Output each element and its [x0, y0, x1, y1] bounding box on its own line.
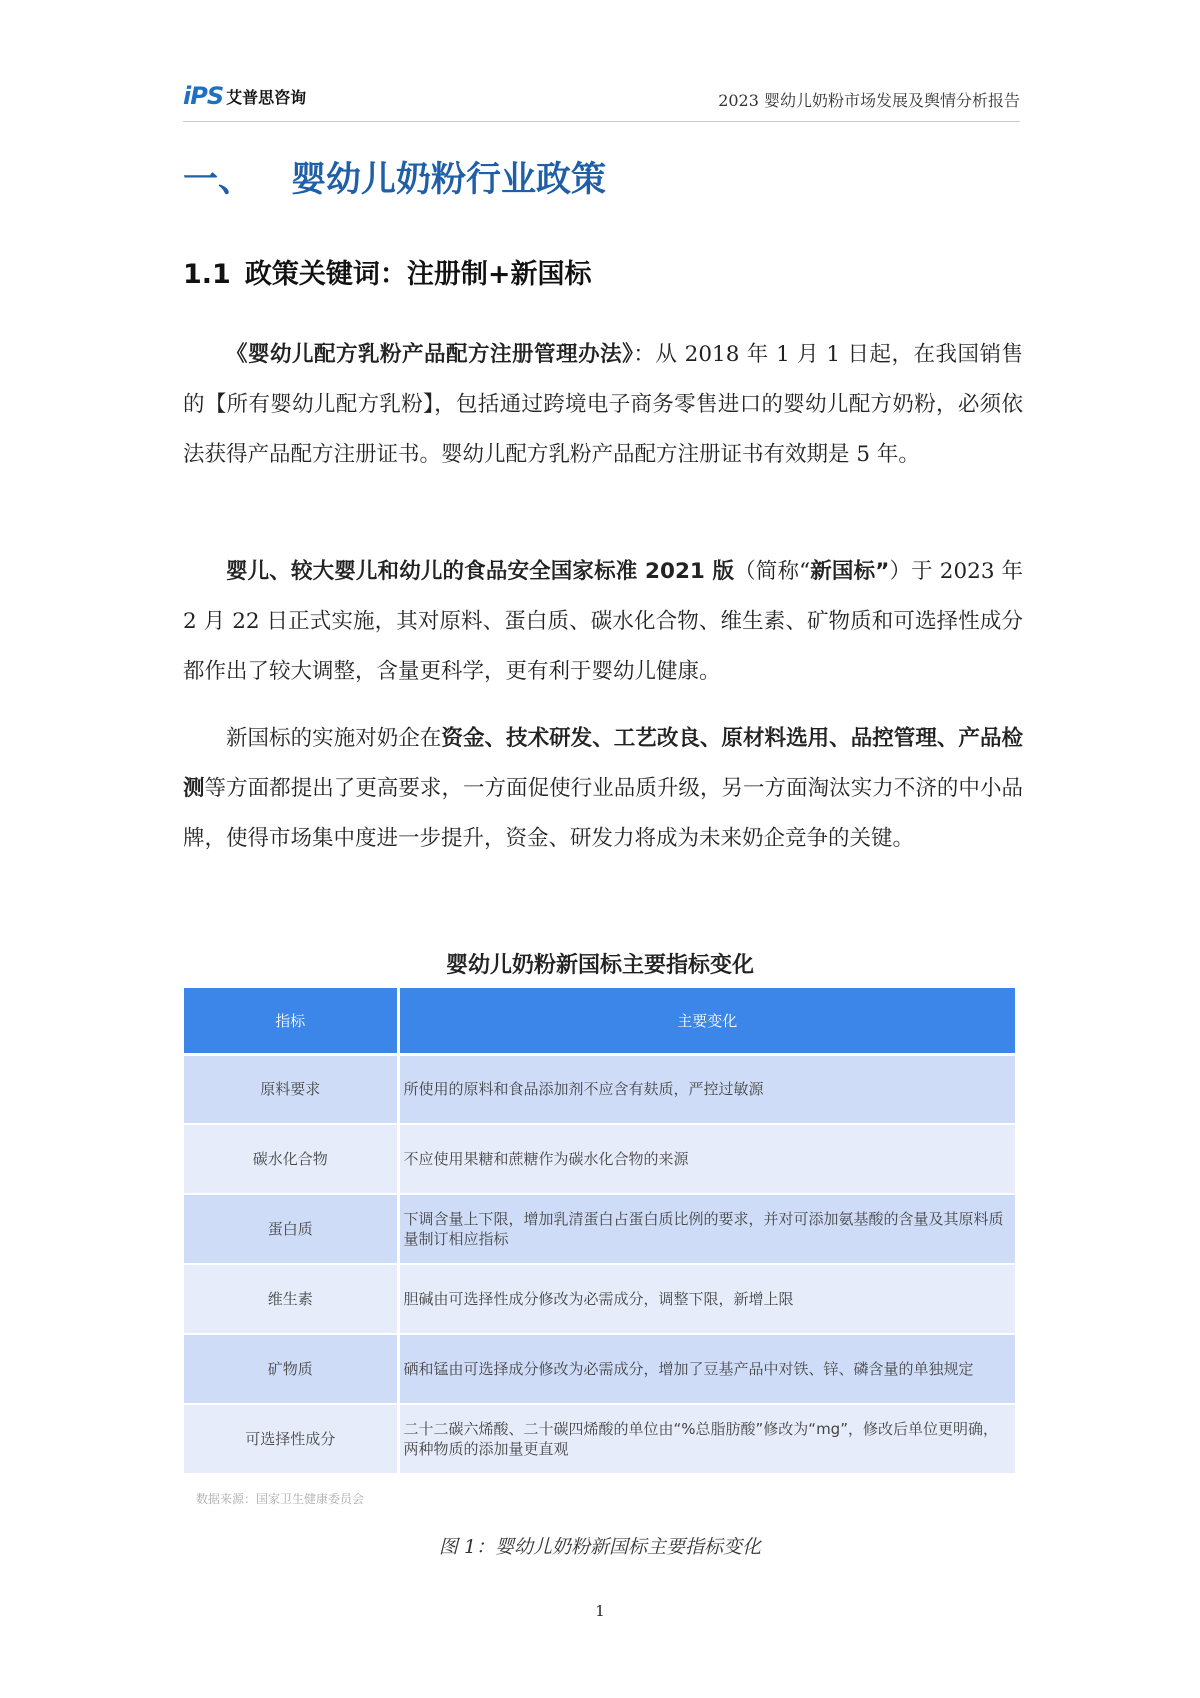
section-number: 一、	[183, 160, 254, 200]
bold-text: 《婴幼儿配方乳粉产品配方注册管理办法》	[226, 342, 634, 367]
column-header: 主要变化	[398, 988, 1017, 1054]
report-title: 2023 婴幼儿奶粉市场发展及舆情分析报告	[718, 91, 1020, 110]
paragraph-registration	[183, 330, 1023, 480]
change-cell: 所使用的原料和食品添加剂不应含有麸质，严控过敏源	[398, 1054, 1017, 1124]
table-row	[184, 1404, 1017, 1474]
indicator-table	[184, 988, 1018, 1475]
table-row	[184, 1124, 1017, 1194]
change-cell: 胆碱由可选择性成分修改为必需成分，调整下限，新增上限	[398, 1264, 1017, 1334]
paragraph-impact	[183, 714, 1023, 864]
change-cell: 下调含量上下限，增加乳清蛋白占蛋白质比例的要求，并对可添加氨基酸的含量及其原料质量制订相应指标	[398, 1194, 1017, 1264]
body-text: ：从 2018 年 1 月 1 日起，在我国销售的【所有婴幼儿配方乳粉】，包括通过跨境电子商务零售进口的婴幼儿配方奶粉，必须依法获得产品配方注册证书。婴幼儿配方乳粉产品配方注册证书有效期是 5 年。	[183, 342, 1023, 467]
table-title: 婴幼儿奶粉新国标主要指标变化	[445, 953, 754, 978]
table-row	[184, 1194, 1017, 1264]
body-text: （简称“	[734, 559, 811, 584]
subsection-title: 政策关键词：注册制+新国标	[244, 259, 592, 290]
table-row	[184, 1264, 1017, 1334]
indicator-cell: 原料要求	[184, 1054, 398, 1124]
logo-name: 艾普思咨询	[226, 87, 307, 107]
indicator-cell: 可选择性成分	[184, 1404, 398, 1474]
change-cell: 二十二碳六烯酸、二十碳四烯酸的单位由“%总脂肪酸”修改为“mg”，修改后单位更明确，两种物质的添加量更直观	[398, 1404, 1017, 1474]
column-header: 指标	[184, 988, 398, 1054]
bold-text: 婴儿、较大婴儿和幼儿的食品安全国家标准 2021 版	[226, 559, 735, 584]
bold-text: 新国标”	[810, 559, 890, 584]
data-source: 数据来源：国家卫生健康委员会	[196, 1492, 365, 1506]
page-number: 1	[595, 1602, 605, 1620]
subsection-number: 1.1	[183, 259, 231, 290]
logo-mark: iPS	[183, 82, 224, 110]
table-row	[184, 1054, 1017, 1124]
change-cell: 不应使用果糖和蔗糖作为碳水化合物的来源	[398, 1124, 1017, 1194]
body-text: ）于 2023 年 2 月 22 日正式实施，其对原料、蛋白质、碳水化合物、维生素、矿物质和可选择性成分都作出了较大调整，含量更科学，更有利于婴幼儿健康。	[183, 559, 1024, 684]
section-title: 婴幼儿奶粉行业政策	[291, 160, 607, 200]
body-text: 新国标的实施对奶企在	[226, 726, 442, 751]
indicator-cell: 蛋白质	[184, 1194, 398, 1264]
figure-caption: 图 1：婴幼儿奶粉新国标主要指标变化	[438, 1536, 762, 1558]
subsection-heading	[183, 252, 591, 291]
logo	[183, 82, 306, 110]
indicator-cell: 碳水化合物	[184, 1124, 398, 1194]
indicator-cell: 维生素	[184, 1264, 398, 1334]
body-text: 等方面都提出了更高要求，一方面促使行业品质升级，另一方面淘汰实力不济的中小品牌，使得市场集中度进一步提升，资金、研发力将成为未来奶企竞争的关键。	[183, 776, 1023, 851]
bold-text: 资金、技术研发、工艺改良、原材料选用、品控管理、产品检测	[183, 726, 1023, 801]
table-row	[184, 1334, 1017, 1404]
indicator-cell: 矿物质	[184, 1334, 398, 1404]
paragraph-new-standard	[183, 547, 1023, 697]
change-cell: 硒和锰由可选择成分修改为必需成分，增加了豆基产品中对铁、锌、磷含量的单独规定	[398, 1334, 1017, 1404]
page-header	[183, 82, 1020, 122]
section-heading	[183, 152, 606, 202]
